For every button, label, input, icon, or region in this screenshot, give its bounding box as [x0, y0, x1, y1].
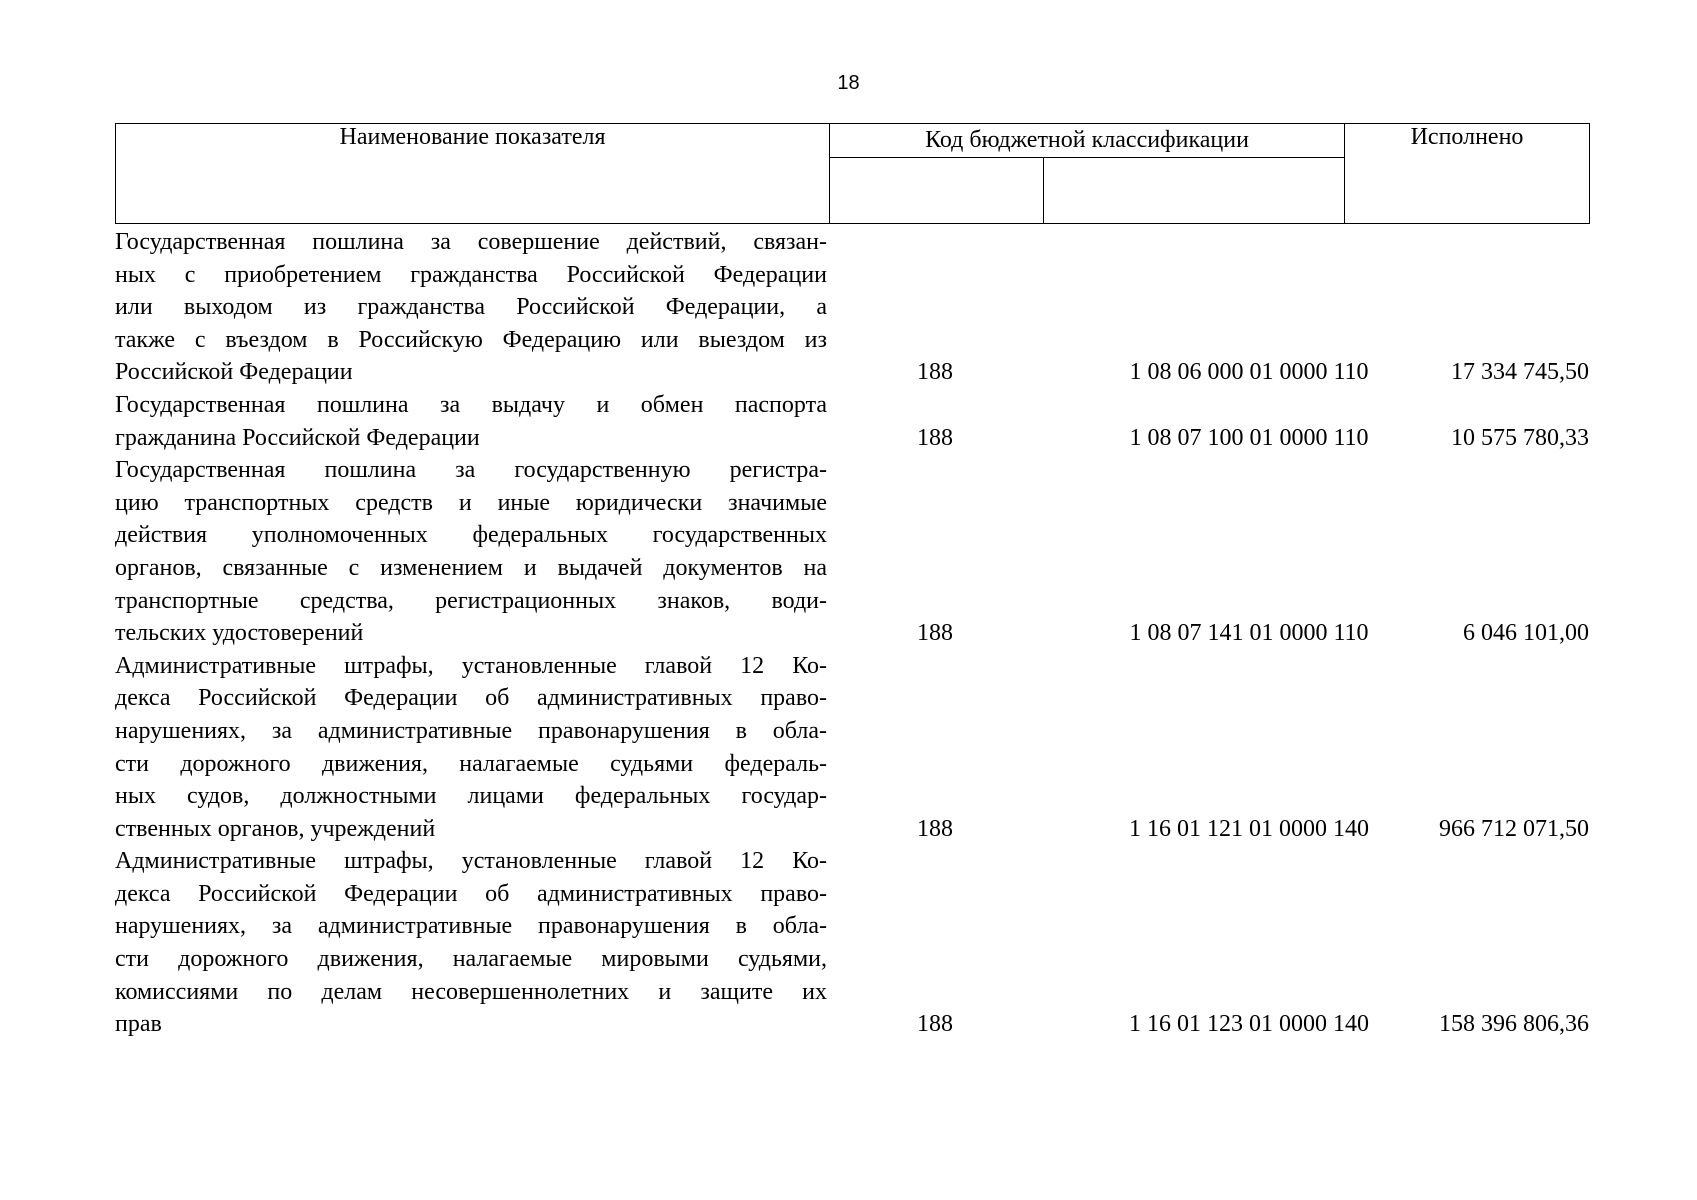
column-header-code: Код бюджетной классификации — [830, 124, 1345, 158]
table-body — [115, 226, 1589, 1041]
row-budget-code: 1 08 07 100 01 0000 110 — [1129, 424, 1369, 451]
row-name-line: или выходом из гражданства Российской Федерации, а — [115, 294, 827, 321]
table-row — [115, 650, 1589, 846]
row-budget-code: 1 16 01 121 01 0000 140 — [1129, 815, 1369, 842]
row-name-line: декса Российской Федерации об административных право- — [115, 685, 827, 712]
table-row — [115, 226, 1589, 389]
row-executed-amount: 158 396 806,36 — [1439, 1011, 1589, 1038]
column-header-executed: Исполнено — [1345, 124, 1590, 224]
table-row — [115, 454, 1589, 650]
row-budget-code: 1 08 07 141 01 0000 110 — [1129, 620, 1369, 647]
row-name-line: транспортные средства, регистрационных знаков, води- — [115, 587, 827, 614]
row-indicator-name — [115, 226, 827, 389]
row-name-line: прав — [115, 1011, 162, 1038]
row-name-line: действия уполномоченных федеральных государственных — [115, 522, 827, 549]
row-name-line: декса Российской Федерации об административных право- — [115, 880, 827, 907]
row-executed-amount: 10 575 780,33 — [1451, 424, 1589, 451]
row-indicator-name — [115, 454, 827, 650]
row-name-line: ственных органов, учреждений — [115, 815, 436, 842]
row-name-line: органов, связанные с изменением и выдачей документов на — [115, 554, 827, 581]
row-indicator-name — [115, 845, 827, 1041]
row-name-line: ных с приобретением гражданства Российской Федерации — [115, 261, 827, 288]
row-executed-amount: 6 046 101,00 — [1463, 620, 1589, 647]
row-admin-code: 188 — [917, 815, 953, 842]
row-name-line: гражданина Российской Федерации — [115, 424, 480, 451]
row-admin-code: 188 — [917, 359, 953, 386]
row-indicator-name — [115, 650, 827, 846]
row-name-line: Государственная пошлина за совершение действий, связан- — [115, 229, 827, 255]
row-executed-amount: 966 712 071,50 — [1439, 815, 1589, 842]
table-header — [115, 123, 1590, 224]
row-name-line: также с въездом в Российскую Федерацию или выездом из — [115, 326, 827, 353]
row-budget-code: 1 08 06 000 01 0000 110 — [1129, 359, 1369, 386]
row-admin-code: 188 — [917, 1011, 953, 1038]
row-name-line: Административные штрафы, установленные главой 12 Ко- — [115, 652, 827, 679]
table-row — [115, 845, 1589, 1041]
column-subheader-income — [1044, 158, 1345, 224]
row-name-line: тельских удостоверений — [115, 620, 364, 647]
row-name-line: Государственная пошлина за государственную регистра- — [115, 457, 827, 484]
row-name-line: ных судов, должностными лицами федеральных государ- — [115, 783, 827, 810]
row-name-line: комиссиями по делам несовершеннолетних и защите их — [115, 978, 827, 1005]
column-header-name: Наименование показателя — [116, 124, 830, 224]
row-name-line: сти дорожного движения, налагаемые мировыми судьями, — [115, 946, 827, 973]
row-executed-amount: 17 334 745,50 — [1451, 359, 1589, 386]
row-name-line: Административные штрафы, установленные главой 12 Ко- — [115, 848, 827, 875]
row-name-line: нарушениях, за административные правонарушения в обла- — [115, 717, 827, 744]
row-name-line: цию транспортных средств и иные юридически значимые — [115, 489, 827, 516]
row-name-line: сти дорожного движения, налагаемые судьями федераль- — [115, 750, 827, 777]
row-indicator-name — [115, 389, 827, 454]
row-budget-code: 1 16 01 123 01 0000 140 — [1129, 1011, 1369, 1038]
row-admin-code: 188 — [917, 424, 953, 451]
row-name-line: нарушениях, за административные правонарушения в обла- — [115, 913, 827, 940]
row-name-line: Российской Федерации — [115, 359, 353, 386]
page-number: 18 — [837, 72, 860, 94]
row-admin-code: 188 — [917, 620, 953, 647]
table-row — [115, 389, 1589, 454]
row-name-line: Государственная пошлина за выдачу и обмен паспорта — [115, 391, 827, 418]
column-subheader-admin — [830, 158, 1044, 224]
